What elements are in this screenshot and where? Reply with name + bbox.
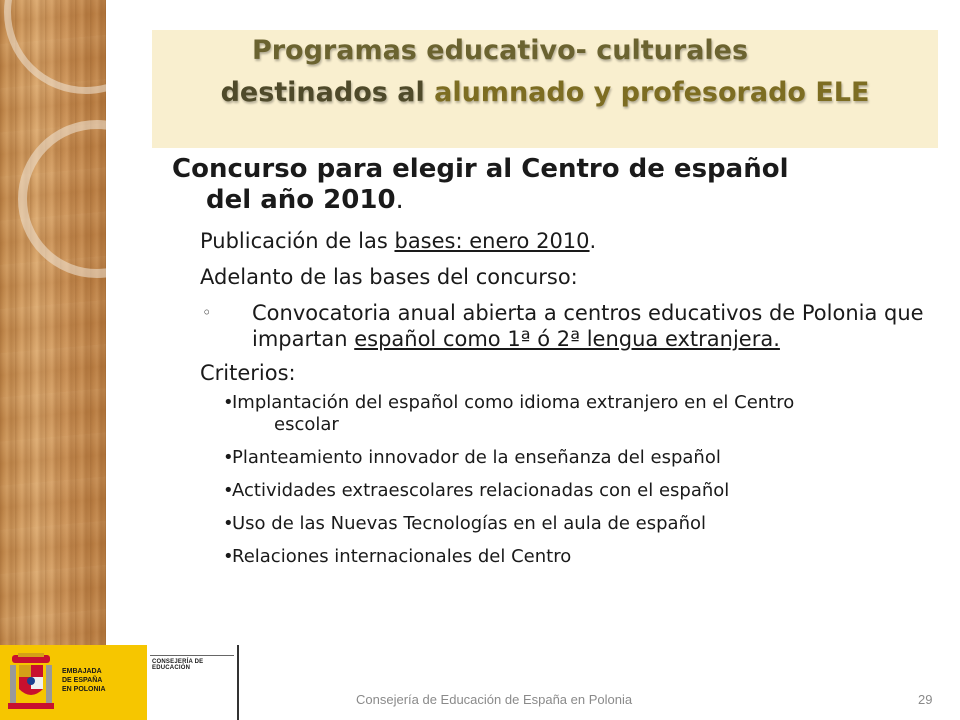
bullet-icon: • (223, 546, 234, 567)
bullet-icon: • (223, 392, 234, 413)
embassy-line3: EN POLONIA (62, 686, 106, 693)
title-line2 (152, 72, 938, 114)
criterion-text: Actividades extraescolares relacionadas con el español (232, 480, 730, 501)
sub-bullet-icon: ◦ (202, 303, 212, 322)
publication-prefix: Publicación de las (200, 229, 395, 253)
advance-text: Adelanto de las bases del concurso: (200, 265, 578, 289)
list-item (150, 392, 940, 436)
title-line2-highlight: alumnado y profesorado ELE (434, 77, 870, 108)
bullet-icon: • (223, 513, 234, 534)
logo-divider (150, 655, 234, 656)
publication-link[interactable]: bases: enero 2010 (394, 229, 590, 253)
bullet-icon: • (223, 447, 234, 468)
decorative-swirl (4, 0, 106, 94)
heading-line2 (172, 185, 940, 216)
wood-panel (0, 0, 106, 645)
page-number: 29 (918, 692, 933, 707)
convocatoria-prefix: Convocatoria anual abierta a centros educativos de Polonia que impartan (252, 301, 924, 351)
criterion-text-cont: escolar (274, 414, 339, 435)
embassy-line1: EMBAJADA (62, 668, 102, 675)
title-bar (152, 30, 938, 148)
list-item (150, 447, 940, 469)
convocatoria-item (150, 300, 940, 352)
logo-yellow-panel (0, 645, 147, 720)
publication-end: . (589, 229, 597, 253)
criteria-list (150, 392, 940, 568)
embassy-name (62, 667, 106, 694)
footer-text: Consejería de Educación de España en Polonia (356, 692, 633, 707)
bullet-icon: • (223, 480, 234, 501)
criterion-text: Relaciones internacionales del Centro (232, 546, 572, 567)
list-item (150, 546, 940, 568)
coat-of-arms-icon (8, 653, 54, 711)
embassy-line2: DE ESPAÑA (62, 677, 103, 684)
criterion-text: Implantación del español como idioma extranjero en el Centro (232, 392, 795, 413)
list-item (150, 480, 940, 502)
content-heading (172, 154, 940, 216)
heading-period: . (395, 185, 404, 215)
slide-title (152, 30, 938, 114)
heading-line1: Concurso para elegir al Centro de español (172, 154, 789, 184)
title-line1: Programas educativo- culturales (251, 35, 749, 66)
heading-year: del año 2010 (206, 185, 396, 215)
embassy-logo (0, 645, 239, 720)
list-item (150, 513, 940, 535)
criterion-text: Uso de las Nuevas Tecnologías en el aula de español (232, 513, 707, 534)
convocatoria-link[interactable]: español como 1ª ó 2ª lengua extranjera. (354, 327, 780, 351)
consejeria-label: CONSEJERÍA DE EDUCACIÓN (152, 659, 204, 671)
publication-text (150, 228, 940, 254)
slide-content (150, 154, 940, 579)
decorative-swirl (18, 120, 106, 278)
criteria-label: Criterios: (200, 361, 296, 385)
criterion-text: Planteamiento innovador de la enseñanza del español (232, 447, 721, 468)
title-line2-prefix: destinados al (220, 77, 435, 108)
